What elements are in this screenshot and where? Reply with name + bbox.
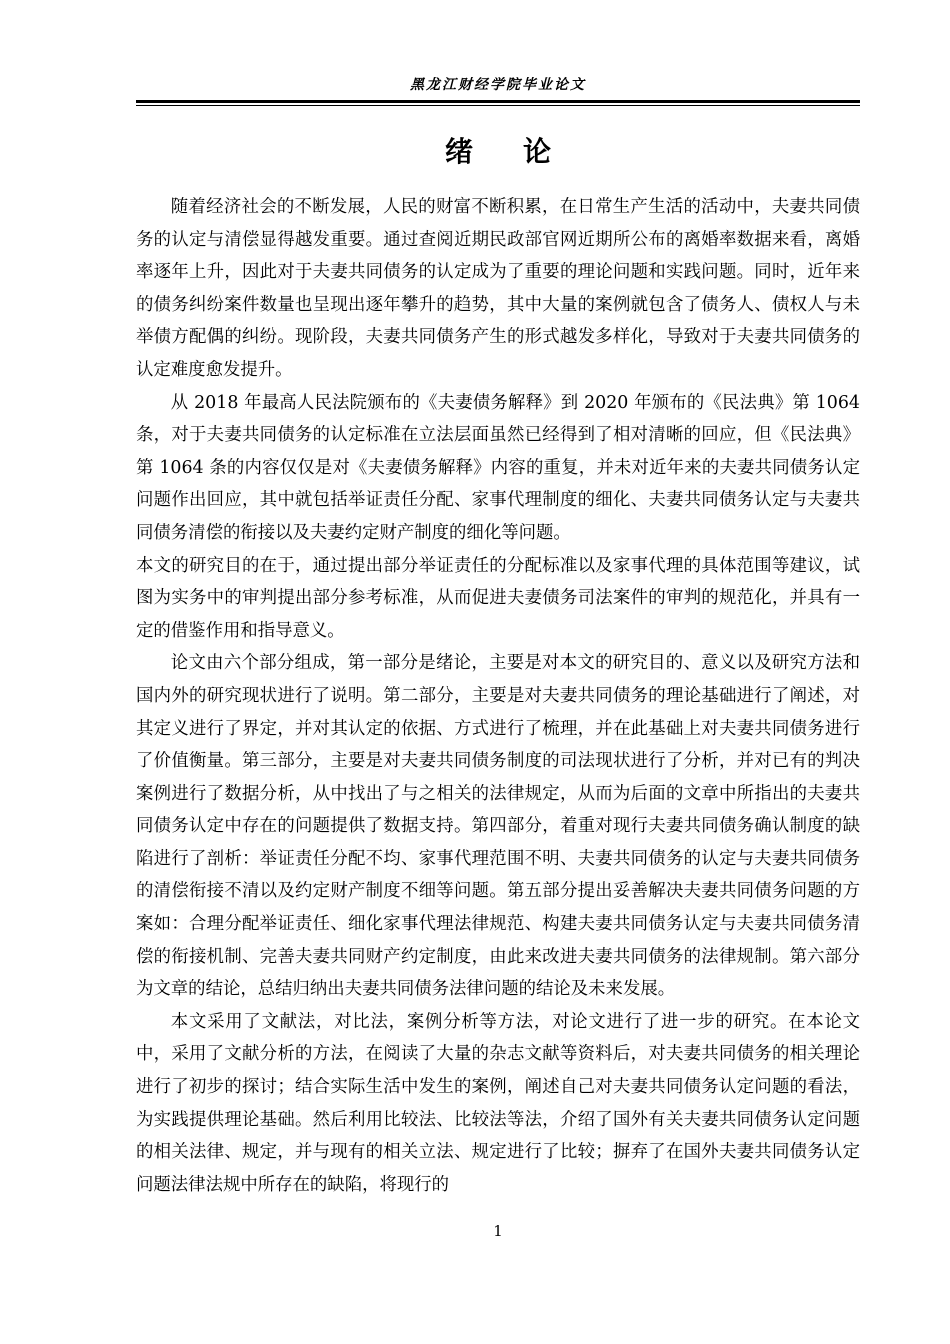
header-rule-thick — [136, 100, 860, 103]
section-title: 绪论 — [444, 135, 601, 168]
header-rule-thin — [136, 105, 860, 106]
page-number: 1 — [493, 1222, 503, 1240]
paragraph: 本文采用了文献法，对比法，案例分析等方法，对论文进行了进一步的研究。在本论文中，采用了文献分析的方法，在阅读了大量的杂志文献等资料后，对夫妻共同债务的相关理论进行了初步的探讨；结合实际生活中发生的案例，阐述自己对夫妻共同债务认定问题的看法，为实践提供理论基础。然后利用比较法、比较法等法，介绍了国外有关夫妻共同债务认定问题的相关法律、规定，并与现有的相关立法、规定进行了比较；摒弃了在国外夫妻共同债务认定问题法律法规中所存在的缺陷，将现行的 — [136, 1011, 860, 1195]
paragraph: 随着经济社会的不断发展，人民的财富不断积累，在日常生产生活的活动中，夫妻共同债务的认定与清偿显得越发重要。通过查阅近期民政部官网近期所公布的离婚率数据来看，离婚率逐年上升，因此对于夫妻共同债务的认定成为了重要的理论问题和实践问题。同时，近年来的债务纠纷案件数量也呈现出逐年攀升的趋势，其中大量的案例就包含了债务人、债权人与未举债方配偶的纠纷。现阶段，夫妻共同债务产生的形式越发多样化，导致对于夫妻共同债务的认定难度愈发提升。 — [136, 197, 860, 380]
running-header: 黑龙江财经学院毕业论文 — [410, 77, 586, 93]
body-text — [136, 191, 860, 1201]
paragraph: 论文由六个部分组成，第一部分是绪论，主要是对本文的研究目的、意义以及研究方法和国内外的研究现状进行了说明。第二部分，主要是对夫妻共同债务的理论基础进行了阐述，对其定义进行了界定，并对其认定的依据、方式进行了梳理，并在此基础上对夫妻共同债务进行了价值衡量。第三部分，主要是对夫妻共同债务制度的司法现状进行了分析，并对已有的判决案例进行了数据分析，从中找出了与之相关的法律规定，从而为后面的文章中所指出的夫妻共同债务认定中存在的问题提供了数据支持。第四部分，着重对现行夫妻共同债务确认制度的缺陷进行了剖析：举证责任分配不均、家事代理范围不明、夫妻共同债务的认定与夫妻共同债务的清偿衔接不清以及约定财产制度不细等问题。第五部分提出妥善解决夫妻共同债务问题的方案如：合理分配举证责任、细化家事代理法律规范、构建夫妻共同债务认定与夫妻共同债务清偿的衔接机制、完善夫妻共同财产约定制度，由此来改进夫妻共同债务的法律规制。第六部分为文章的结论，总结归纳出夫妻共同债务法律问题的结论及未来发展。 — [136, 653, 860, 1000]
paragraph: 从 2018 年最高人民法院颁布的《夫妻债务解释》到 2020 年颁布的《民法典》第 1064 条，对于夫妻共同债务的认定标准在立法层面虽然已经得到了相对清晰的回应，但《民法典》第 1064 条的内容仅仅是对《夫妻债务解释》内容的重复，并未对近年来的夫妻共同债务认定问题作出回应，其中就包括举证责任分配、家事代理制度的细化、夫妻共同债务认定与夫妻共同债务清偿的衔接以及夫妻约定财产制度的细化等问题。 本文的研究目的在于，通过提出部分举证责任的分配标准以及家事代理的具体范围等建议，试图为实务中的审判提出部分参考标准，从而促进夫妻债务司法案件的审判的规范化，并具有一定的借鉴作用和指导意义。 — [136, 392, 860, 641]
